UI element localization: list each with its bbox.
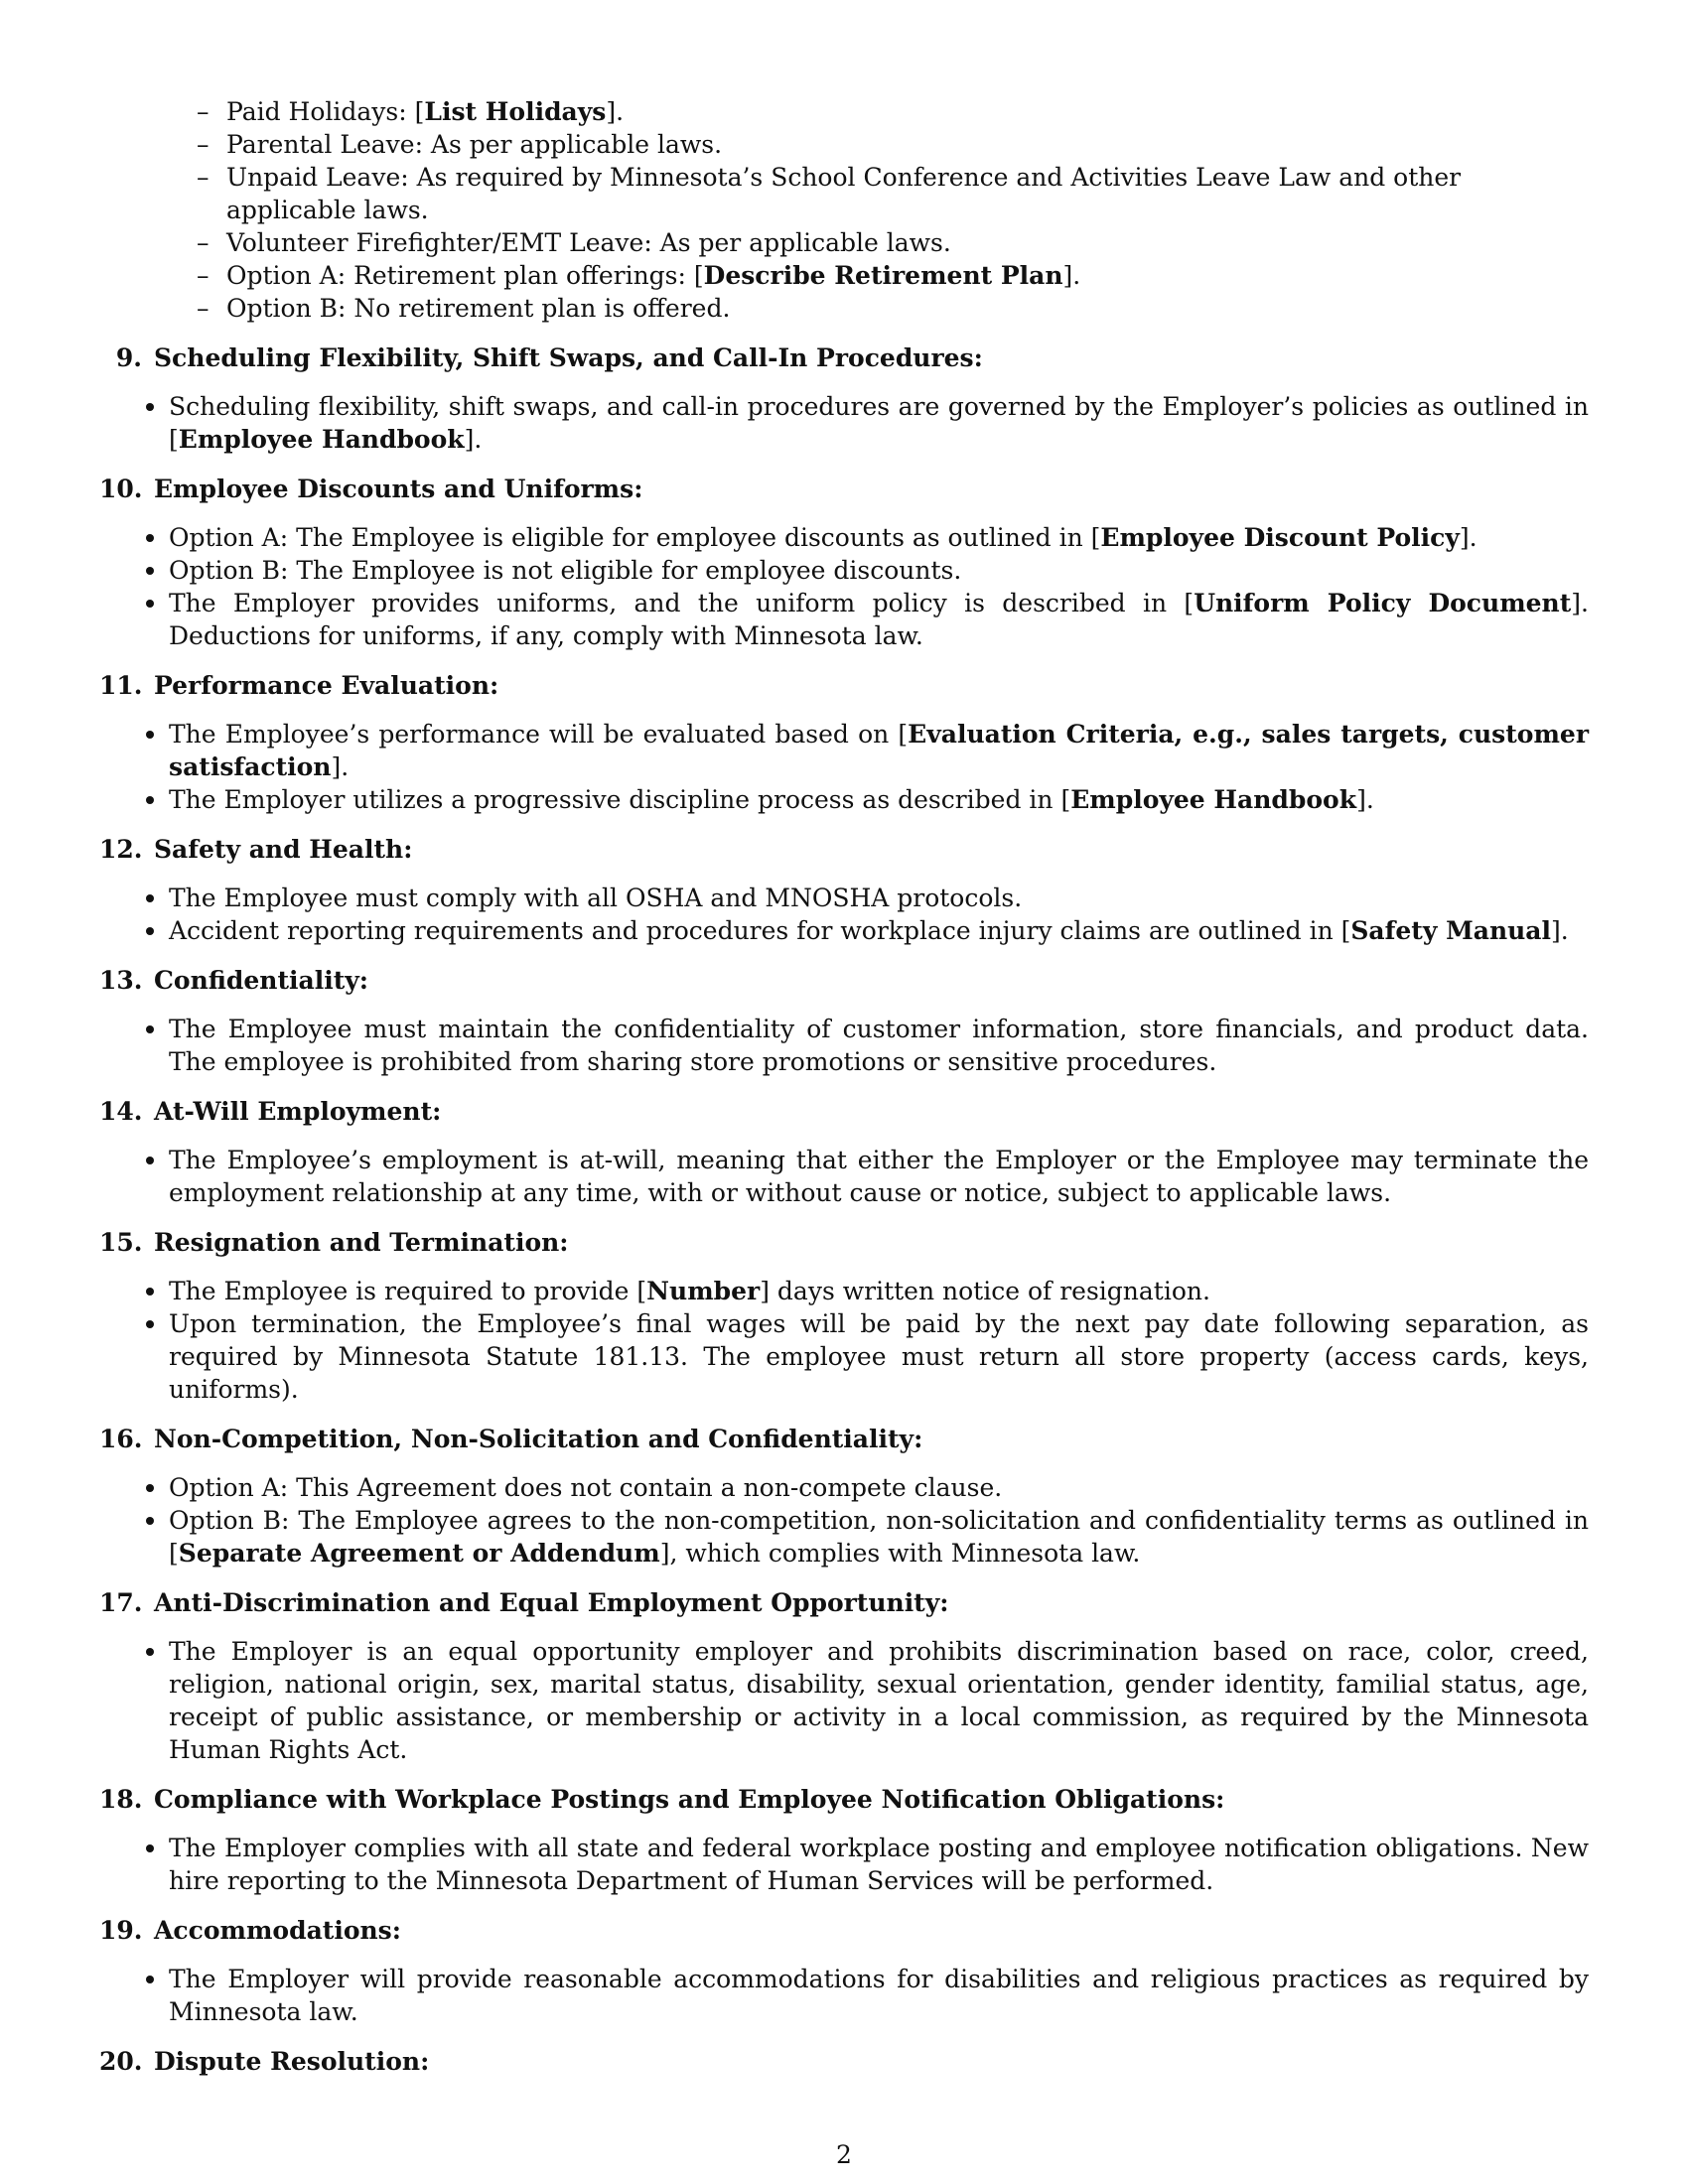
section-14: [99, 1095, 1589, 1209]
section-title: Accommodations:: [154, 1916, 401, 1945]
section-heading: [99, 1423, 1589, 1455]
item-text-tail: ]. Deductions for uniforms, if any, comply with Minnesota law.: [169, 589, 1589, 650]
item-text-tail: ], which complies with Minnesota law.: [659, 1539, 1141, 1568]
section-title: Safety and Health:: [154, 835, 413, 864]
bullet-item: [169, 587, 1589, 652]
section-heading: [99, 473, 1589, 505]
section-number: 10.: [99, 475, 143, 503]
section-number: 11.: [99, 671, 143, 700]
benefit-item: [226, 161, 1589, 226]
item-text: The Employee must comply with all OSHA and MNOSHA protocols.: [169, 884, 1023, 912]
benefit-item: [226, 95, 1589, 128]
section-heading: [99, 1095, 1589, 1128]
section-title: Confidentiality:: [154, 966, 369, 995]
item-text: Unpaid Leave: As required by Minnesota’s School Conference and Activities Leave Law and other applicable laws.: [226, 163, 1462, 224]
item-text-tail: ].: [606, 97, 625, 126]
section-10: [99, 473, 1589, 652]
section-number: 15.: [99, 1228, 143, 1257]
item-text: Option A: Retirement plan offerings: [: [226, 261, 704, 290]
section-heading: [99, 2045, 1589, 2078]
benefits-dash-list: [99, 95, 1589, 325]
bullet-item: [169, 1013, 1589, 1078]
bullet-item: [169, 1963, 1589, 2028]
bullet-list: [99, 521, 1589, 652]
section-heading: [99, 1783, 1589, 1816]
item-text-tail: ].: [1551, 916, 1569, 945]
bullet-list: [99, 1275, 1589, 1406]
bullet-item: [169, 1275, 1589, 1307]
item-text: The Employer complies with all state and federal workplace posting and employee notification obligations. New hire reporting to the Minnesota Department of Human Services will be performed.: [169, 1834, 1589, 1895]
section-12: [99, 833, 1589, 947]
section-19: [99, 1914, 1589, 2028]
section-number: 12.: [99, 835, 143, 864]
bullet-item: [169, 1307, 1589, 1406]
bullet-item: [169, 521, 1589, 554]
placeholder-text: Separate Agreement or Addendum: [178, 1539, 660, 1568]
bullet-list: [99, 1144, 1589, 1209]
section-title: Anti-Discrimination and Equal Employment Opportunity:: [154, 1588, 949, 1617]
bullet-item: [169, 1144, 1589, 1209]
section-heading: [99, 1226, 1589, 1259]
section-title: Dispute Resolution:: [154, 2047, 430, 2076]
page-number: 2: [836, 2140, 852, 2169]
section-title: At-Will Employment:: [154, 1097, 442, 1126]
item-text: Parental Leave: As per applicable laws.: [226, 130, 723, 159]
item-text: The Employer utilizes a progressive discipline process as described in [: [169, 785, 1071, 814]
item-text: The Employer is an equal opportunity employer and prohibits discrimination based on race, color, creed, religion, national origin, sex, marital status, disability, sexual orientation, gender identity, familial status, age, receipt of public assistance, or membership or activity in a local commission, as required by the Minnesota Human Rights Act.: [169, 1637, 1589, 1764]
section-heading: [99, 1586, 1589, 1619]
item-text: Paid Holidays: [: [226, 97, 425, 126]
section-title: Compliance with Workplace Postings and Employee Notification Obligations:: [154, 1785, 1225, 1814]
benefit-item: [226, 128, 1589, 161]
item-text-tail: ] days written notice of resignation.: [760, 1277, 1210, 1305]
section-title: Resignation and Termination:: [154, 1228, 569, 1257]
section-20: [99, 2045, 1589, 2078]
item-text: Upon termination, the Employee’s final wages will be paid by the next pay date following separation, as required by Minnesota Statute 181.13. The employee must return all store property (access cards, keys, uniforms).: [169, 1309, 1589, 1404]
section-number: 13.: [99, 966, 143, 995]
bullet-list: [99, 718, 1589, 816]
bullet-item: [169, 1504, 1589, 1570]
placeholder-text: Safety Manual: [1350, 916, 1551, 945]
item-text: Option B: The Employee is not eligible for employee discounts.: [169, 556, 962, 585]
item-text: The Employee is required to provide [: [169, 1277, 647, 1305]
sections-container: [99, 341, 1589, 2078]
placeholder-text: Uniform Policy Document: [1194, 589, 1572, 617]
item-text: The Employer provides uniforms, and the uniform policy is described in [: [169, 589, 1195, 617]
item-text-tail: ].: [1459, 523, 1477, 552]
section-number: 14.: [99, 1097, 143, 1126]
bullet-list: [99, 1635, 1589, 1766]
section-number: 19.: [99, 1916, 143, 1945]
bullet-item: [169, 914, 1589, 947]
item-text: Scheduling flexibility, shift swaps, and call-in procedures are governed by the Employer’s policies as outlined in [: [169, 392, 1589, 454]
item-text: Option B: No retirement plan is offered.: [226, 294, 731, 323]
placeholder-text: Describe Retirement Plan: [703, 261, 1063, 290]
benefit-item: [226, 226, 1589, 259]
section-16: [99, 1423, 1589, 1570]
item-text: The Employee’s performance will be evaluated based on [: [169, 720, 909, 749]
item-text: Volunteer Firefighter/EMT Leave: As per applicable laws.: [226, 228, 951, 257]
item-text: Option A: This Agreement does not contain a non-compete clause.: [169, 1473, 1003, 1502]
section-number: 20.: [99, 2047, 143, 2076]
bullet-list: [99, 882, 1589, 947]
section-9: [99, 341, 1589, 456]
placeholder-text: Employee Discount Policy: [1100, 523, 1460, 552]
benefit-item: [226, 292, 1589, 325]
bullet-item: [169, 1635, 1589, 1766]
item-text: The Employer will provide reasonable accommodations for disabilities and religious practices as required by Minnesota law.: [169, 1965, 1589, 2026]
section-title: Scheduling Flexibility, Shift Swaps, and Call-In Procedures:: [154, 343, 983, 372]
section-heading: [99, 833, 1589, 866]
document-page: [99, 95, 1589, 2078]
bullet-list: [99, 1963, 1589, 2028]
section-number: 17.: [99, 1588, 143, 1617]
bullet-item: [169, 783, 1589, 816]
section-18: [99, 1783, 1589, 1897]
bullet-item: [169, 390, 1589, 456]
section-heading: [99, 1914, 1589, 1947]
bullet-list: [99, 390, 1589, 456]
section-title: Employee Discounts and Uniforms:: [154, 475, 643, 503]
item-text-tail: ].: [1062, 261, 1081, 290]
placeholder-text: Employee Handbook: [1070, 785, 1357, 814]
placeholder-text: List Holidays: [424, 97, 607, 126]
section-number: 16.: [99, 1425, 143, 1453]
item-text: The Employee must maintain the confidentiality of customer information, store financials, and product data. The employee is prohibited from sharing store promotions or sensitive procedures.: [169, 1015, 1589, 1076]
bullet-item: [169, 718, 1589, 783]
section-17: [99, 1586, 1589, 1766]
section-15: [99, 1226, 1589, 1406]
bullet-item: [169, 1832, 1589, 1897]
item-text: The Employee’s employment is at-will, meaning that either the Employer or the Employee may terminate the employment relationship at any time, with or without cause or notice, subject to applicable laws.: [169, 1146, 1589, 1207]
item-text-tail: ].: [464, 425, 483, 454]
bullet-list: [99, 1471, 1589, 1570]
item-text-tail: ].: [1356, 785, 1374, 814]
bullet-list: [99, 1832, 1589, 1897]
section-number: 9.: [115, 343, 142, 372]
section-title: Performance Evaluation:: [154, 671, 499, 700]
item-text: Option A: The Employee is eligible for employee discounts as outlined in [: [169, 523, 1101, 552]
bullet-item: [169, 554, 1589, 587]
section-11: [99, 669, 1589, 816]
section-number: 18.: [99, 1785, 143, 1814]
placeholder-text: Employee Handbook: [178, 425, 465, 454]
benefit-item: [226, 259, 1589, 292]
section-heading: [99, 964, 1589, 997]
bullet-item: [169, 882, 1589, 914]
bullet-list: [99, 1013, 1589, 1078]
section-13: [99, 964, 1589, 1078]
section-title: Non-Competition, Non-Solicitation and Confidentiality:: [154, 1425, 923, 1453]
placeholder-text: Number: [646, 1277, 761, 1305]
bullet-item: [169, 1471, 1589, 1504]
item-text: Option B: The Employee agrees to the non-competition, non-solicitation and confidentiality terms as outlined in [: [169, 1506, 1589, 1568]
placeholder-text: Evaluation Criteria, e.g., sales targets, customer satisfaction: [169, 720, 1590, 781]
item-text-tail: ].: [331, 752, 350, 781]
item-text: Accident reporting requirements and procedures for workplace injury claims are outlined in [: [169, 916, 1351, 945]
section-heading: [99, 341, 1589, 374]
section-heading: [99, 669, 1589, 702]
